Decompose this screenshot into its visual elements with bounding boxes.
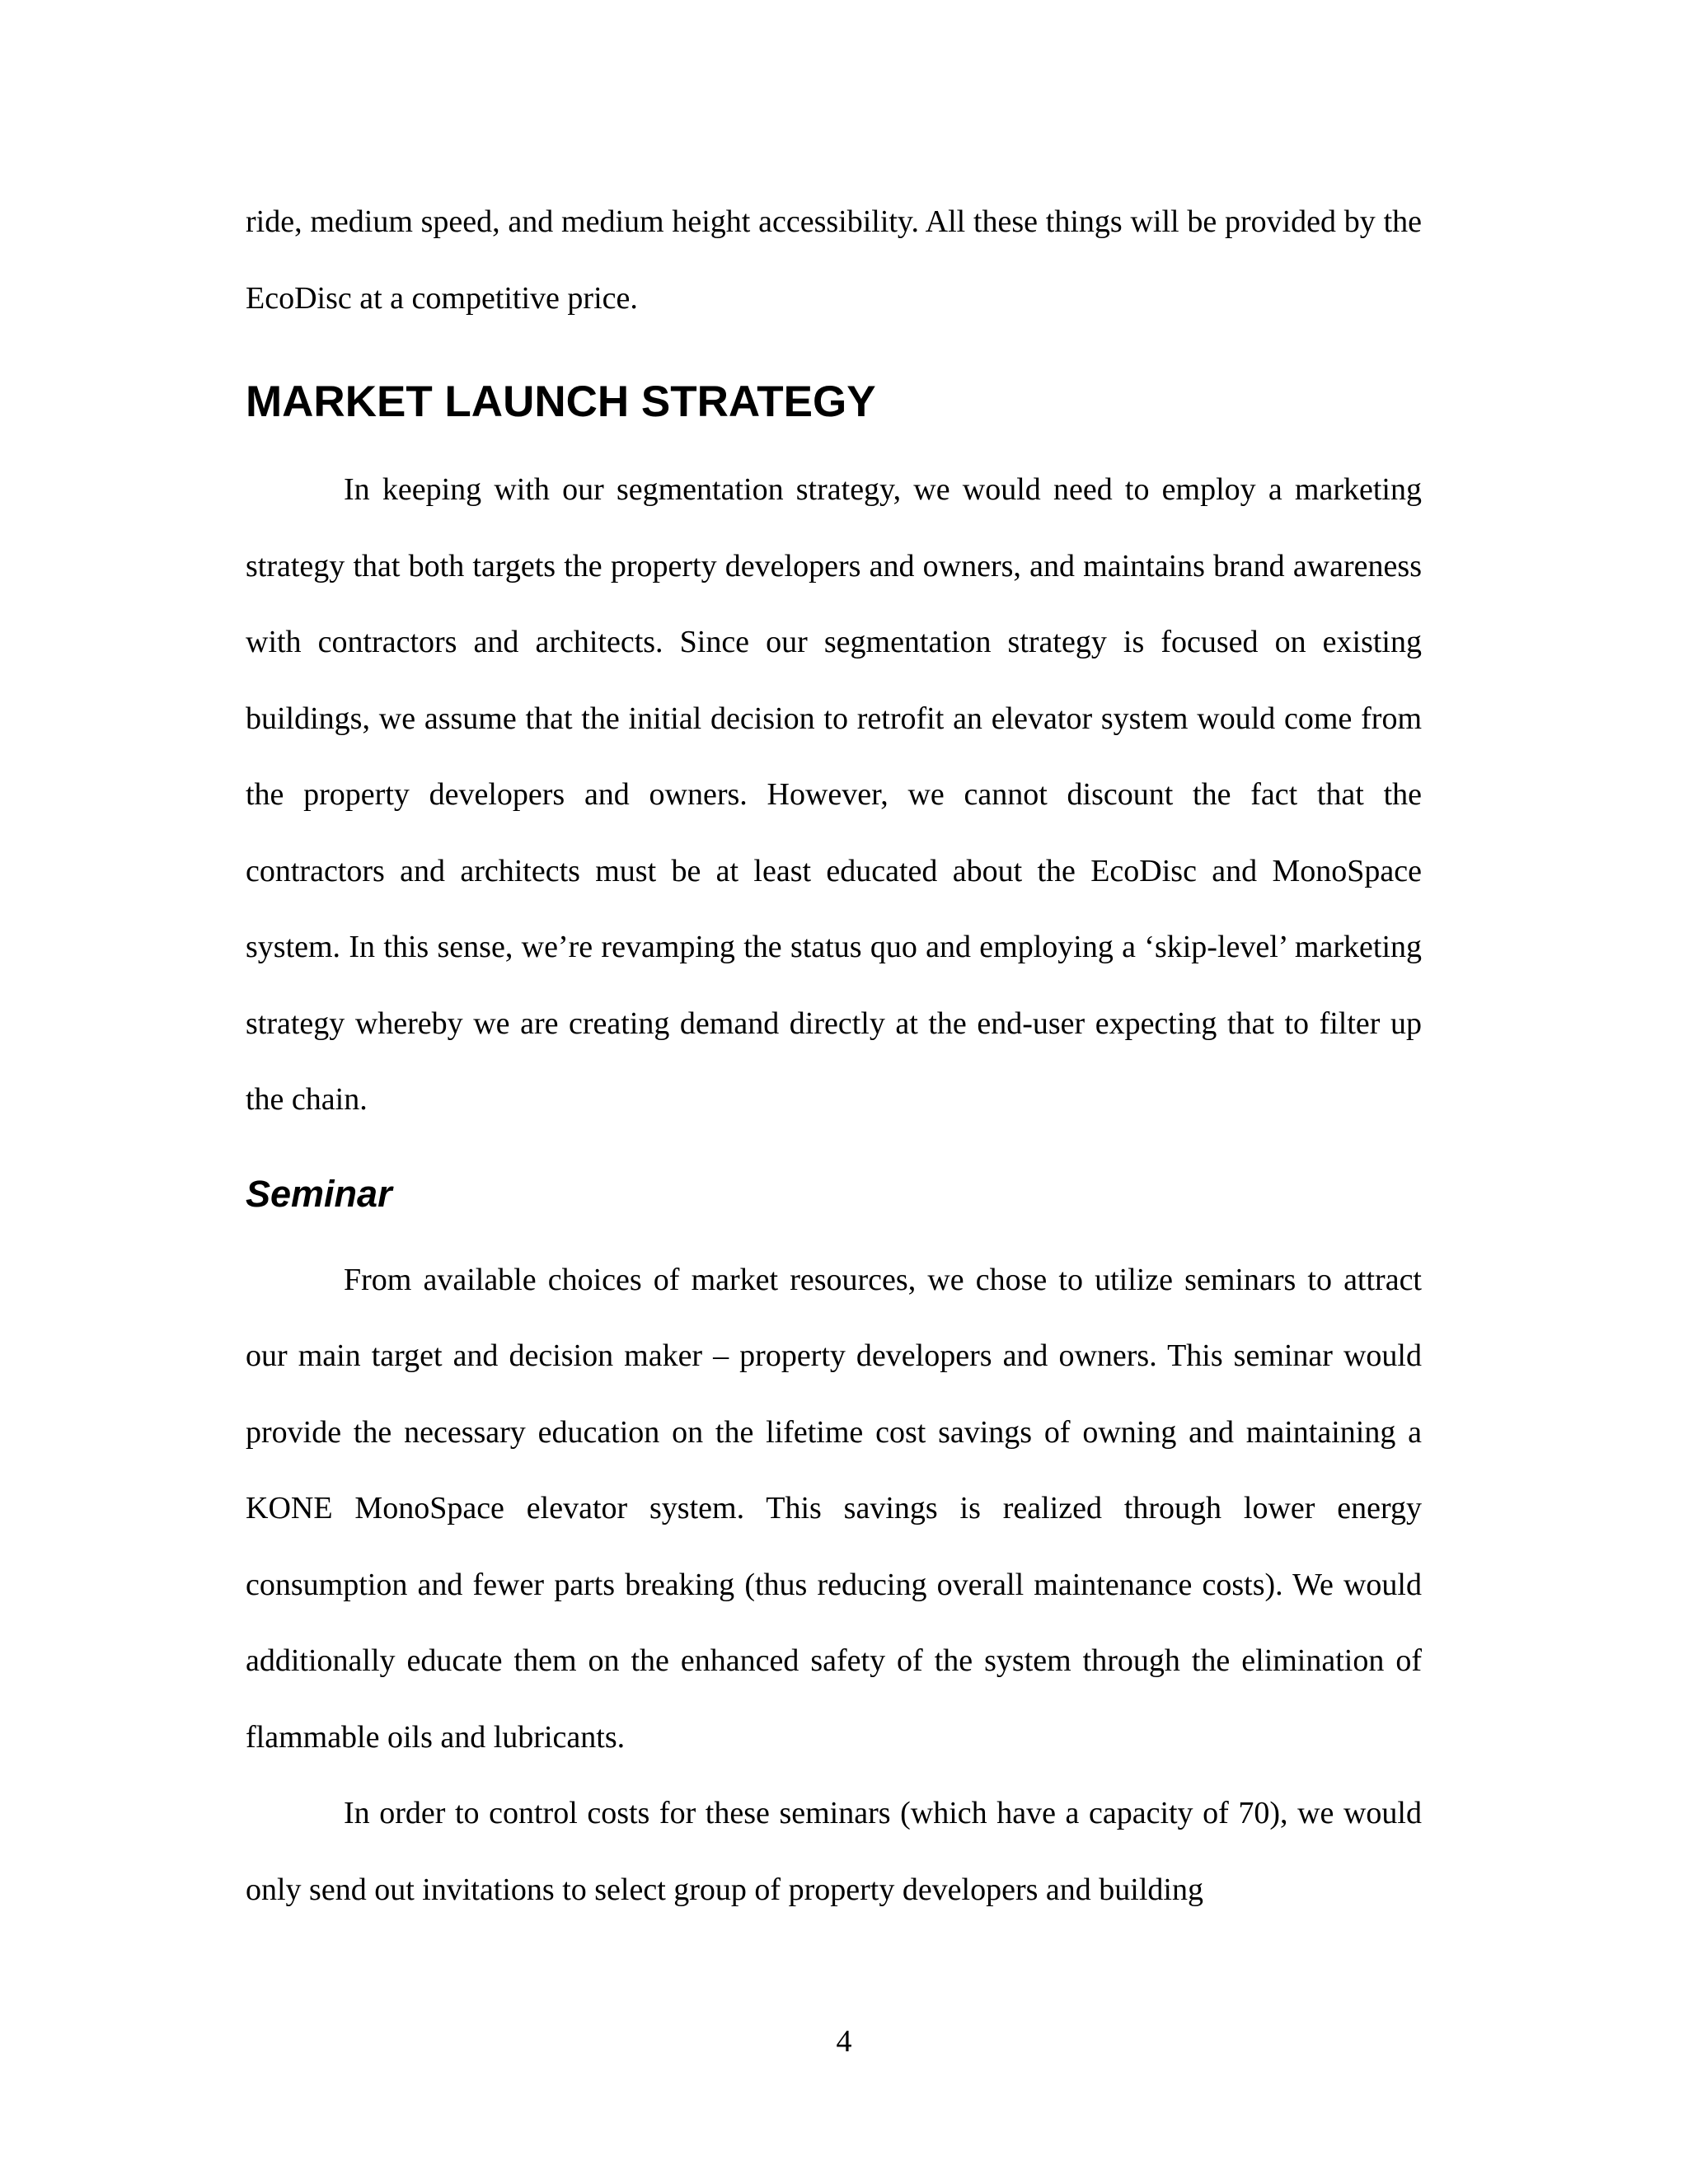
page-number: 4 <box>836 2024 852 2059</box>
seminar-paragraph-2: In order to control costs for these seminars (which have a capacity of 70), we would only send out invitations to select group of property developers and building <box>246 1796 1422 1907</box>
page-body <box>246 184 1422 1928</box>
continuation-paragraph: ride, medium speed, and medium height accessibility. All these things will be provided by the EcoDisc at a competitive price. <box>246 204 1422 316</box>
section-heading-market-launch-strategy: MARKET LAUNCH STRATEGY <box>246 377 876 426</box>
subsection-heading-seminar: Seminar <box>246 1172 392 1215</box>
seminar-paragraph-1: From available choices of market resources, we chose to utilize seminars to attract our main target and decision maker – property developers and owners. This seminar would provide the necessary education on the lifetime cost savings of owning and maintaining a KONE MonoSpace elevator system. This savings is realized through lower energy consumption and fewer parts breaking (thus reducing overall maintenance costs). We would additionally educate them on the enhanced safety of the system through the elimination of flammable oils and lubricants. <box>246 1262 1422 1755</box>
market-strategy-paragraph: In keeping with our segmentation strategy, we would need to employ a marketing strategy that both targets the property developers and owners, and maintains brand awareness with contractors and architects. Since our segmentation strategy is focused on existing buildings, we assume that the initial decision to retrofit an elevator system would come from the property developers and owners. However, we cannot discount the fact that the contractors and architects must be at least educated about the EcoDisc and MonoSpace system. In this sense, we’re revamping the status quo and employing a ‘skip-level’ marketing strategy whereby we are creating demand directly at the end-user expecting that to filter up the chain. <box>246 472 1422 1117</box>
